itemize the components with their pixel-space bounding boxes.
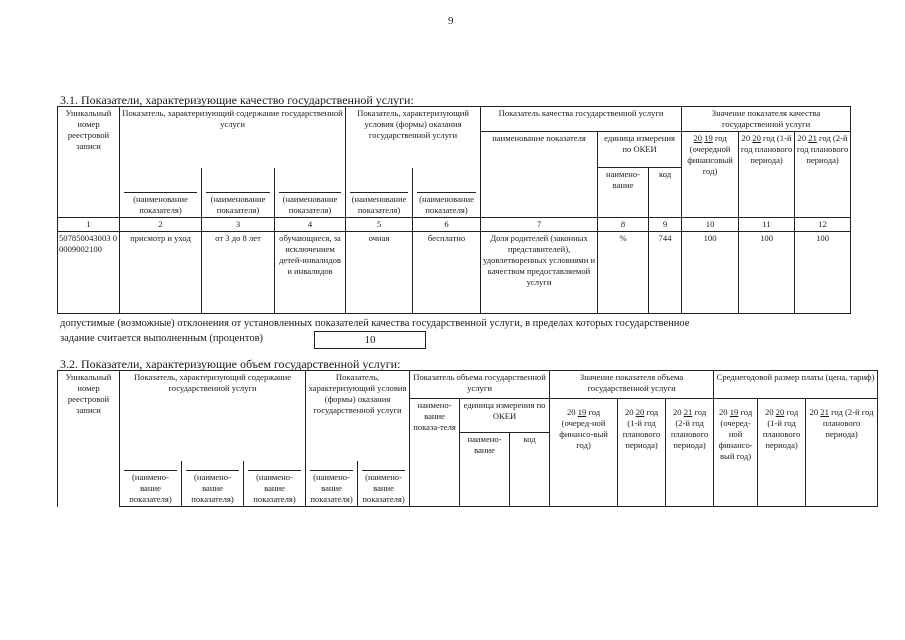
v-col-volume-header: Показатель объема государственной услуги <box>410 371 550 399</box>
q-sub-name-2: (наименование показателя) <box>202 168 275 218</box>
q-num-7: 7 <box>481 218 598 232</box>
p-year-1-header: 20 19 год (очеред-ной финансо-вый год) <box>714 399 758 507</box>
q-sub-name-3: (наименование показателя) <box>275 168 346 218</box>
section-3-2-title: 3.2. Показатели, характеризующие объем государственной услуги: <box>60 357 401 371</box>
q-num-11: 11 <box>739 218 795 232</box>
q-sub-name-1: (наименование показателя) <box>120 168 202 218</box>
q-row-c6: бесплатно <box>413 232 481 314</box>
tolerance-text-line-1: допустимые (возможные) отклонения от установленных показателей качества государственной услуги, в пределах которых государственное <box>60 318 690 329</box>
section-3-1-title: 3.1. Показатели, характеризующие качество государственной услуги: <box>60 93 414 107</box>
q-row-c5: очная <box>346 232 413 314</box>
q-name-indicator-header: наименование показателя <box>481 132 598 218</box>
v-sub-name-1: (наимено-вание показателя) <box>120 461 182 507</box>
q-col-unique-header: Уникальный номер реестровой записи <box>58 107 120 218</box>
v-sub-name-5: (наимено-вание показателя) <box>358 461 410 507</box>
q-num-2: 2 <box>120 218 202 232</box>
q-row-c3: от 3 до 8 лет <box>202 232 275 314</box>
quality-table <box>57 106 851 314</box>
q-unit-okei-header: единица измерения по ОКЕИ <box>598 132 682 168</box>
q-col-value-header: Значение показателя качества государственной услуги <box>682 107 851 132</box>
q-num-3: 3 <box>202 218 275 232</box>
q-number-row <box>58 218 851 232</box>
q-data-row <box>58 232 851 314</box>
q-year-2-header: 20 20 год (1-й год планового периода) <box>739 132 795 218</box>
v-sub-name-3: (наимено-вание показателя) <box>244 461 306 507</box>
q-kod-header: код <box>649 168 682 218</box>
volume-table <box>57 370 878 507</box>
q-year-3-header: 20 21 год (2-й год планового периода) <box>795 132 851 218</box>
q-naimenovanie-header: наимено-вание <box>598 168 649 218</box>
v-kod-header: код <box>510 433 550 507</box>
q-row-c7: Доля родителей (законных представителей), удовлетворенных условиями и качеством предоставляемой услуги <box>481 232 598 314</box>
v-col-conditions-header: Показатель, характеризующий условия (формы) оказания государственной услуги <box>306 371 410 461</box>
v-unit-okei-header: единица измерения по ОКЕИ <box>460 399 550 433</box>
q-col-conditions-header: Показатель, характеризующий условия (формы) оказания государственной услуги <box>346 107 481 168</box>
q-num-1: 1 <box>58 218 120 232</box>
q-sub-name-5: (наименование показателя) <box>413 168 481 218</box>
page-number: 9 <box>448 15 454 27</box>
q-num-5: 5 <box>346 218 413 232</box>
v-col-content-header: Показатель, характеризующий содержание государственной услуги <box>120 371 306 461</box>
q-row-c11: 100 <box>739 232 795 314</box>
v-sub-name-4: (наимено-вание показателя) <box>306 461 358 507</box>
q-sub-name-4: (наименование показателя) <box>346 168 413 218</box>
v-name-indicator-header: наимено-вание показа-теля <box>410 399 460 507</box>
v-col-unique-header: Уникальный номер реестровой записи <box>58 371 120 507</box>
q-row-c4: обучающиеся, за исключением детей-инвалидов и инвалидов <box>275 232 346 314</box>
q-row-c10: 100 <box>682 232 739 314</box>
p-year-2-header: 20 20 год (1-й год планового периода) <box>758 399 806 507</box>
p-year-3-header: 20 21 год (2-й год планового периода) <box>806 399 878 507</box>
q-col-quality-header: Показатель качества государственной услуги <box>481 107 682 132</box>
q-row-c9: 744 <box>649 232 682 314</box>
q-num-12: 12 <box>795 218 851 232</box>
q-num-10: 10 <box>682 218 739 232</box>
v-sub-name-2: (наимено-вание показателя) <box>182 461 244 507</box>
v-year-1-header: 20 19 год (очеред-ной финансо-вый год) <box>550 399 618 507</box>
q-col-content-header: Показатель, характеризующий содержание государственной услуги <box>120 107 346 168</box>
q-year-1-header: 20 19 год (очередной финансовый год) <box>682 132 739 218</box>
v-year-3-header: 20 21 год (2-й год планового периода) <box>666 399 714 507</box>
v-col-value-header: Значение показателя объема государственной услуги <box>550 371 714 399</box>
q-row-c2: присмотр и уход <box>120 232 202 314</box>
q-num-6: 6 <box>413 218 481 232</box>
v-naimenovanie-header: наимено-вание <box>460 433 510 507</box>
q-num-4: 4 <box>275 218 346 232</box>
q-row-code: 507850043003 00009002100 <box>58 232 120 314</box>
q-num-9: 9 <box>649 218 682 232</box>
v-year-2-header: 20 20 год (1-й год планового периода) <box>618 399 666 507</box>
v-col-price-header: Среднегодовой размер платы (цена, тариф) <box>714 371 878 399</box>
tolerance-value-box: 10 <box>314 331 426 349</box>
q-row-c12: 100 <box>795 232 851 314</box>
q-num-8: 8 <box>598 218 649 232</box>
tolerance-text-line-2: задание считается выполненным (процентов) <box>60 333 264 344</box>
q-row-c8: % <box>598 232 649 314</box>
